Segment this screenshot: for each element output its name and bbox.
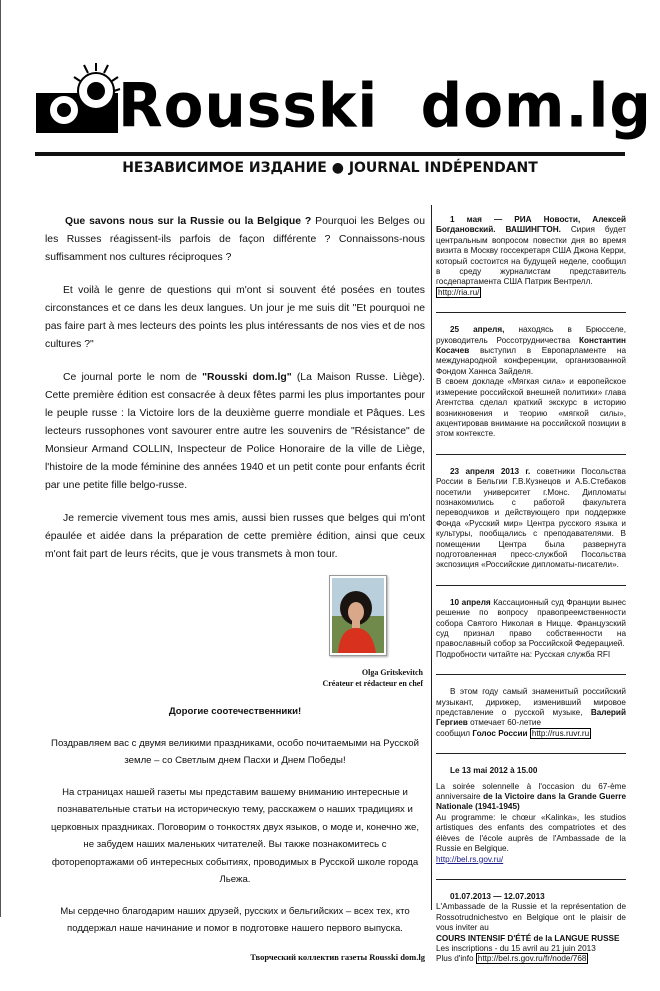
news-text: Plus d'info [436,954,476,964]
editorial-paragraph [45,213,425,267]
news-text: Кассационный суд Франции вынес решение по вопросу правопреемственности собора Святого Николая в Ницце. Французский суд признал право собственности на православный собор за Российской Федерацией. [436,597,626,649]
editorial-text: Ce journal porte le nom de [63,372,203,383]
address-signature: Творческий коллектив газеты Rousski dom.lg [250,951,425,962]
news-paragraph [436,855,626,865]
news-paragraph [436,325,626,377]
news-text: сообщил [436,728,473,738]
news-link[interactable]: http://rus.ruvr.ru [531,728,590,738]
left-column [45,213,425,962]
news-text: Сирия будет центральным вопросом повестки дня во время визита в Москву госсекретаря США Джона Керри, который состоится на будущей неделе, сообщил в среду журналистам представитель госдепартамента США Патрик Вентрелл. [436,225,626,287]
news-highlight: Le 13 mai 2012 à 15.00 [450,766,538,776]
news-column [436,215,626,991]
news-text: В этом году самый знаменитый российский музыкант, дирижер, изменивший мировое представление о русской музыке, [436,687,626,718]
news-text: советники Посольства России в Бельгии Г.В.Кузнецов и А.Б.Стебаков посетили университет г.Монс. Дипломаты познакомились с работой факультета переводчиков и действующего при поддержке Фонда «Русский мир» Центра русского языка и культуры, пообщались с преподавателями. В помещении Центра была развернута подготовленная пресс-службой Посольства экспозиция «Российские дипломаты-писатели». [436,466,626,570]
news-highlight: Голос России [472,728,528,738]
news-highlight: 10 апреля [450,597,491,607]
news-link[interactable]: http://bel.rs.gov.ru/ [436,854,504,864]
news-text: L'Ambassade de la Russie et la représentation de Rossotrudnichestvo en Belgique ont le plaisir de vous inviter au [436,902,626,933]
news-paragraph [436,467,626,571]
news-highlight: 1 мая — РИА Новости, Алексей Богдановский. ВАШИНГТОН. [436,215,626,235]
editorial-text: (La Maison Russe. Liège). Cette première édition est consacrée à deux fêtes parmi les plus importantes pour le peuple russe : la Victoire lors de la deuxième guerre mondiale et Pâques. Les lecteurs russophones vont savourer entre autre les souvenirs de "Résistance" de Monsieur Armand COLLIN, Inspecteur de Police Honoraire de la ville de Liège, l'histoire de la mode féminine des années 1940 et un petit conte pour enfants écrit par une petite fille belgo-russe. [45,372,425,491]
news-item [436,892,626,979]
masthead-subtitle: НЕЗАВИСИМОЕ ИЗДАНИЕ ● JOURNAL INDÉPENDANT [122,160,538,176]
address-ru [45,703,425,938]
news-paragraph [436,902,626,933]
news-text: выступил в Европарламенте на международной конференции, организованной Фондом Ханнса Зайделя. [436,346,626,376]
author-photo-block [45,575,425,661]
page-border [0,0,1,917]
news-highlight: 01.07.2013 — 12.07.2013 [450,891,545,901]
editorial-fr [45,213,425,564]
masthead-rule [35,152,625,156]
news-link[interactable]: http://ria.ru/ [438,287,480,297]
author-photo [329,575,387,656]
news-paragraph [436,215,626,288]
author-role: Créateur et rédacteur en chef [322,679,423,688]
news-item [436,325,626,454]
news-item [436,766,626,880]
author-caption [45,667,425,689]
news-paragraph [436,934,626,944]
journal-name: "Rousski dom.lg" [202,372,292,383]
address-paragraph: Поздравляем вас с двумя великими праздниками, особо почитаемыми на Русской земле – со Светлым днем Пасхи и Днем Победы! [51,737,419,766]
masthead-title: Rousski dom.lg [118,70,652,142]
news-text: Au programme: le chœur «Kalinka», les studios artistiques des enfants des compatriotes et des élèves de l'école auprès de l'Ambassade de la Russie en Belgique. [436,812,626,854]
news-highlight: de la Victoire dans la Grande Guerre Nationale (1941-1945) [436,792,626,812]
news-item [436,687,626,754]
news-paragraph [436,729,626,739]
news-text: La soirée solennelle à l'occasion du 67-ème anniversaire [436,781,626,802]
logo-emblem [34,55,124,135]
news-paragraph [436,782,626,813]
news-text: Les inscriptions - du 15 avril au 21 juin 2013 [436,943,596,953]
news-highlight: COURS INTENSIF D'ÉTÉ de la LANGUE RUSSE [436,933,620,943]
editorial-lead: Que savons nous sur la Russie ou la Belgique ? [65,216,312,227]
address-heading: Дорогие соотечественники! [168,706,302,717]
author-name: Olga Gritskevitch [361,668,423,677]
news-text: В своем докладе «Мягкая сила» и европейское измерение российской внешней политики» глава Агентства сделал краткий экскурс в историю возникновения и теорию «мягкой силы», акцентировав внимание на российской позиции в этом контексте. [436,377,626,439]
news-highlight: 23 апреля 2013 г. [450,466,531,476]
news-paragraph [436,892,626,902]
editorial-paragraph: Et voilà le genre de questions qui m'ont si souvent été posées en toutes circonstances et ce dans les deux langues. Un jour je me suis dit "Et pourquoi ne pas faire part à mes lecteurs des points les plus intéressants de nos vies et de nos cultures ?" [45,285,425,350]
news-paragraph [436,598,626,650]
news-highlight: Константин Косачев [436,335,626,356]
news-link[interactable]: http://bel.rs.gov.ru/fr/node/768 [477,954,587,964]
news-paragraph [436,377,626,439]
news-text: отмечает 60-летие [467,718,542,728]
news-highlight: Валерий Гергиев [436,708,626,728]
news-paragraph [436,766,626,776]
news-paragraph [436,650,626,660]
address-paragraph: Мы сердечно благодарим наших друзей, русских и бельгийских – всех тех, кто поддержал наше начинание и помог в подготовке нашего первого выпуска. [60,905,410,934]
editorial-paragraph: Je remercie vivement tous mes amis, aussi bien russes que belges qui m'ont épaulée et aidée dans la préparation de cette première édition, ainsi que ceux m'ont fait part de leurs récits, que je vous transmets à mon tour. [45,513,425,560]
address-paragraph: На страницах нашей газеты мы представим вашему вниманию интересные и познавательные статьи на историческую тему, расскажем о наших традициях и церковных праздниках. Поговорим о тонкостях двух языков, о моде и, конечно же, не забудем наших маленьких читателей. Вы также познакомитесь с фоторепортажами об интересных событиях, проводимых в Русской школе города Льежа. [50,786,420,885]
news-item [436,215,626,313]
news-item [436,467,626,586]
news-paragraph [436,288,626,298]
news-text: Подробности читайте на: Русская служба RFI [436,649,611,659]
editorial-paragraph [45,369,425,495]
news-paragraph [436,813,626,855]
news-highlight: 25 апреля, [450,325,505,335]
news-paragraph [436,954,626,964]
news-item [436,598,626,675]
news-text: находясь в Брюсселе, руководитель Россотрудничества [436,325,626,345]
news-paragraph [436,687,626,729]
column-divider [431,205,432,910]
editorial-text: Pourquoi les Belges ou les Russes réagissent-ils parfois de façon différente ? Connaissons-nous suffisamment nos cultures réciproques ? [45,216,425,263]
